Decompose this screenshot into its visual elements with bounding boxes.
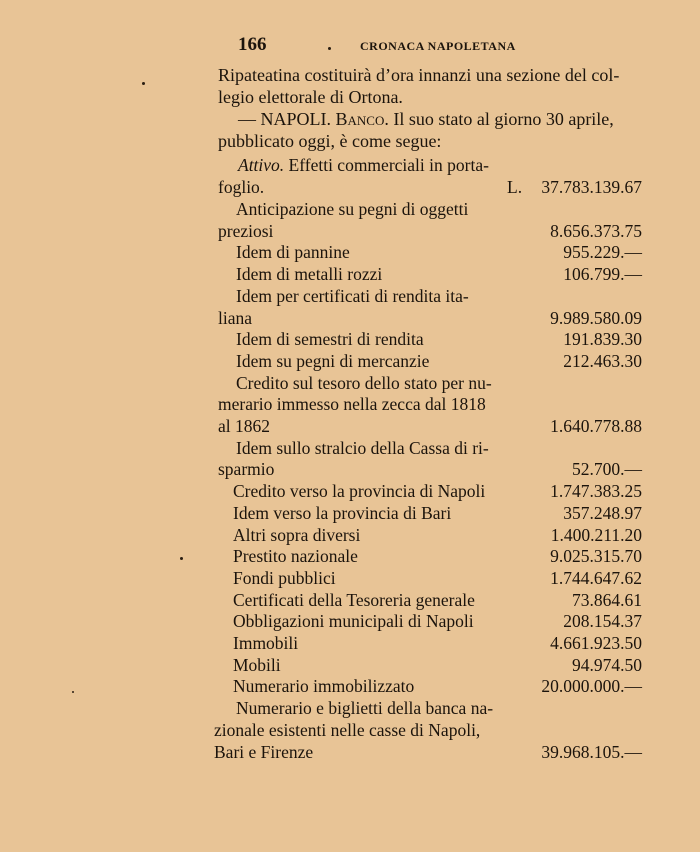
intro-paragraph [218, 64, 648, 152]
amount: 39.968.105.— [541, 741, 642, 762]
ledger-row [0, 437, 700, 459]
ledger-row [0, 458, 700, 480]
amount: 52.700.— [572, 459, 642, 480]
ledger-row [0, 589, 700, 611]
ledger-row [0, 632, 700, 654]
entry-label: Altri sopra diversi [233, 524, 361, 545]
intro-line: — NAPOLI. Banco. Il suo stato al giorno 30 aprile, [238, 109, 614, 129]
amount: 1.400.211.20 [550, 524, 642, 545]
entry-label: zionale esistenti nelle casse di Napoli, [214, 719, 481, 740]
entry-label: Immobili [233, 633, 299, 653]
page-header [0, 34, 700, 58]
entry-label: Credito verso la provincia di Napoli [233, 481, 486, 502]
ledger-row [0, 415, 700, 437]
ledger-row [0, 502, 700, 524]
ledger-row [0, 480, 700, 502]
attivo-row: foglio. L. 37.783.139.67 [218, 177, 642, 197]
ledger-row [0, 741, 700, 763]
header-dot [328, 47, 331, 50]
entry-label: Mobili [233, 654, 281, 675]
entry-label: Idem per certificati di rendita ita- [236, 285, 469, 306]
entry-label: Idem su pegni di mercanzie [236, 350, 430, 371]
ledger-row [0, 241, 700, 263]
ledger-row [0, 372, 700, 394]
amount: 37.783.139.67 [541, 177, 642, 197]
amount: 9.025.315.70 [550, 546, 642, 567]
entry-label: Idem di metalli rozzi [236, 264, 383, 285]
entry-label: preziosi [218, 220, 274, 241]
entry-label: Idem di semestri di rendita [236, 329, 424, 350]
entry-label: Credito sul tesoro dello stato per nu- [236, 372, 492, 393]
margin-speck [142, 82, 145, 85]
ledger-row [0, 675, 700, 697]
ledger-row [0, 697, 700, 719]
amount: 106.799.— [563, 264, 642, 285]
running-title: CRONACA NAPOLETANA [360, 39, 516, 53]
amount: 94.974.50 [572, 654, 642, 675]
amount: 212.463.30 [563, 350, 642, 371]
entry-label: al 1862 [218, 416, 271, 436]
entry-label: Prestito nazionale [233, 546, 358, 567]
amount: 955.229.— [563, 242, 642, 263]
ledger-row [0, 654, 700, 676]
ledger-row [0, 567, 700, 589]
ledger-row [0, 350, 700, 372]
amount: 4.661.923.50 [550, 633, 642, 653]
entry-label: Fondi pubblici [233, 567, 336, 588]
ledger-row [0, 393, 700, 415]
ledger-row [0, 263, 700, 285]
amount: 9.989.580.09 [550, 307, 642, 328]
ledger-row [0, 285, 700, 307]
entry-label: Bari e Firenze [214, 741, 314, 762]
entry-label: Obbligazioni municipali di Napoli [233, 611, 474, 632]
intro-line: pubblicato oggi, è come segue: [218, 131, 442, 151]
amount: 20.000.000.— [541, 676, 642, 697]
entry-label: Idem sullo stralcio della Cassa di ri- [236, 437, 489, 458]
entry-label: Numerario e biglietti della banca na- [236, 698, 494, 719]
currency-symbol: L. [507, 177, 523, 197]
ledger-row [0, 610, 700, 632]
ledger-row [0, 220, 700, 242]
entry-label: merario immesso nella zecca dal 1818 [218, 394, 486, 415]
entry-label: Idem di pannine [236, 242, 350, 263]
amount: 208.154.37 [563, 611, 642, 632]
ledger-row [0, 328, 700, 350]
entry-label: sparmio [218, 459, 275, 480]
amount: 1.747.383.25 [550, 481, 642, 502]
entry-label: Idem verso la provincia di Bari [233, 502, 452, 523]
ledger-row [0, 719, 700, 741]
amount: 8.656.373.75 [550, 220, 642, 241]
page-number: 166 [238, 34, 267, 55]
amount: 191.839.30 [563, 329, 642, 350]
amount: 357.248.97 [563, 502, 642, 523]
entry-label: Numerario immobilizzato [233, 676, 415, 697]
intro-line: legio elettorale di Ortona. [218, 87, 403, 107]
ledger-row [0, 307, 700, 329]
amount: 1.640.778.88 [550, 416, 642, 436]
ledger-row [0, 198, 700, 220]
intro-line: Ripateatina costituirà d’ora innanzi una sezione del col- [218, 65, 620, 85]
entry-label: Certificati della Tesoreria generale [233, 589, 475, 610]
amount: 73.864.61 [572, 589, 642, 610]
amount: 1.744.647.62 [550, 567, 642, 588]
entry-label: liana [218, 307, 253, 328]
ledger-row [0, 524, 700, 546]
ledger-row [0, 545, 700, 567]
entry-label: Anticipazione su pegni di oggetti [236, 199, 469, 219]
attivo-heading: Attivo. Effetti commerciali in porta- [238, 155, 489, 175]
